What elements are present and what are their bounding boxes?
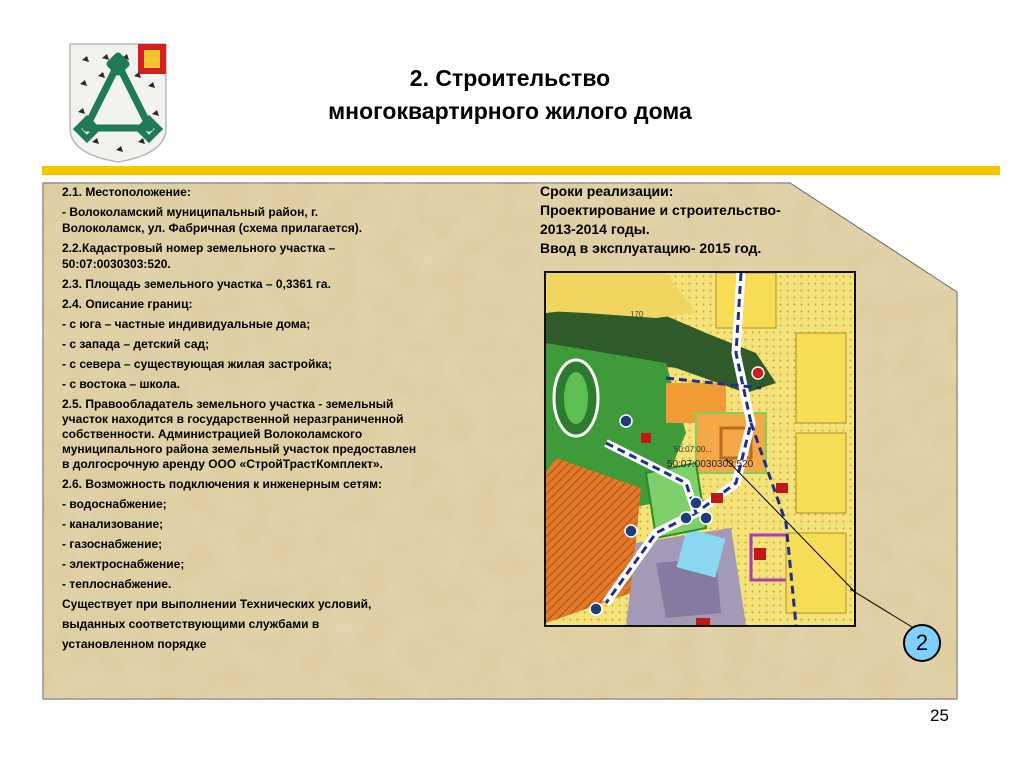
text-line: 2.1. Местоположение: <box>62 185 191 199</box>
text-line: 2.3. Площадь земельного участка – 0,3361 га. <box>62 277 331 291</box>
site-number-badge: 2 <box>903 624 941 662</box>
text-line: установленном порядке <box>62 637 207 651</box>
text-line: 2.2.Кадастровый номер земельного участка – <box>62 241 336 255</box>
terms-heading: Сроки реализации: <box>540 183 674 199</box>
text-line: - канализование; <box>62 517 164 531</box>
text-line: в долгосрочную аренду ООО «СтройТрастКомплект». <box>62 457 383 471</box>
text-line: - электроснабжение; <box>62 557 185 571</box>
text-line: - газоснабжение; <box>62 537 163 551</box>
text-line: 2.6. Возможность подключения к инженерным сетям: <box>62 477 383 491</box>
project-description <box>62 185 492 657</box>
accent-separator-bar <box>42 166 1000 175</box>
page-number: 25 <box>930 706 949 725</box>
coat-of-arms-emblem <box>68 42 168 164</box>
title-line-1: 2. Строительство <box>409 65 611 91</box>
text-line: муниципального района земельный участок предоставлен <box>62 442 417 456</box>
text-line: - с запада – детский сад; <box>62 337 210 351</box>
text-line: собственности. Администрацией Волоколамского <box>62 427 363 441</box>
title-line-2: многоквартирного жилого дома <box>328 98 692 124</box>
map-small-label: 50:07:00... <box>674 445 712 454</box>
page-title <box>240 62 780 128</box>
text-line: Существует при выполнении Технических условий, <box>62 597 372 611</box>
text-line: - теплоснабжение. <box>62 577 172 591</box>
text-line: - с востока – школа. <box>62 377 180 391</box>
terms-line: Ввод в эксплуатацию- 2015 год. <box>540 240 762 256</box>
text-line: 2.4. Описание границ: <box>62 297 193 311</box>
text-line: участок находится в государственной неразграниченной <box>62 412 404 426</box>
text-line: - с юга – частные индивидуальные дома; <box>62 317 311 331</box>
text-line: - Волоколамский муниципальный район, г. <box>62 205 319 219</box>
implementation-terms <box>540 182 850 258</box>
text-line: - водоснабжение; <box>62 497 167 511</box>
text-line: Волоколамск, ул. Фабричная (схема прилагается). <box>62 221 363 235</box>
text-line: 50:07:0030303:520. <box>62 257 171 271</box>
text-line: - с севера – существующая жилая застройка; <box>62 357 333 371</box>
text-line: выданных соответствующими службами в <box>62 617 320 631</box>
terms-line: 2013-2014 годы. <box>540 221 650 237</box>
map-number-label: 170 <box>630 310 644 319</box>
cadastral-number-label: 50:07:0030303:520 <box>667 459 754 470</box>
terms-line: Проектирование и строительство- <box>540 202 781 218</box>
text-line: 2.5. Правообладатель земельного участка - земельный <box>62 397 394 411</box>
